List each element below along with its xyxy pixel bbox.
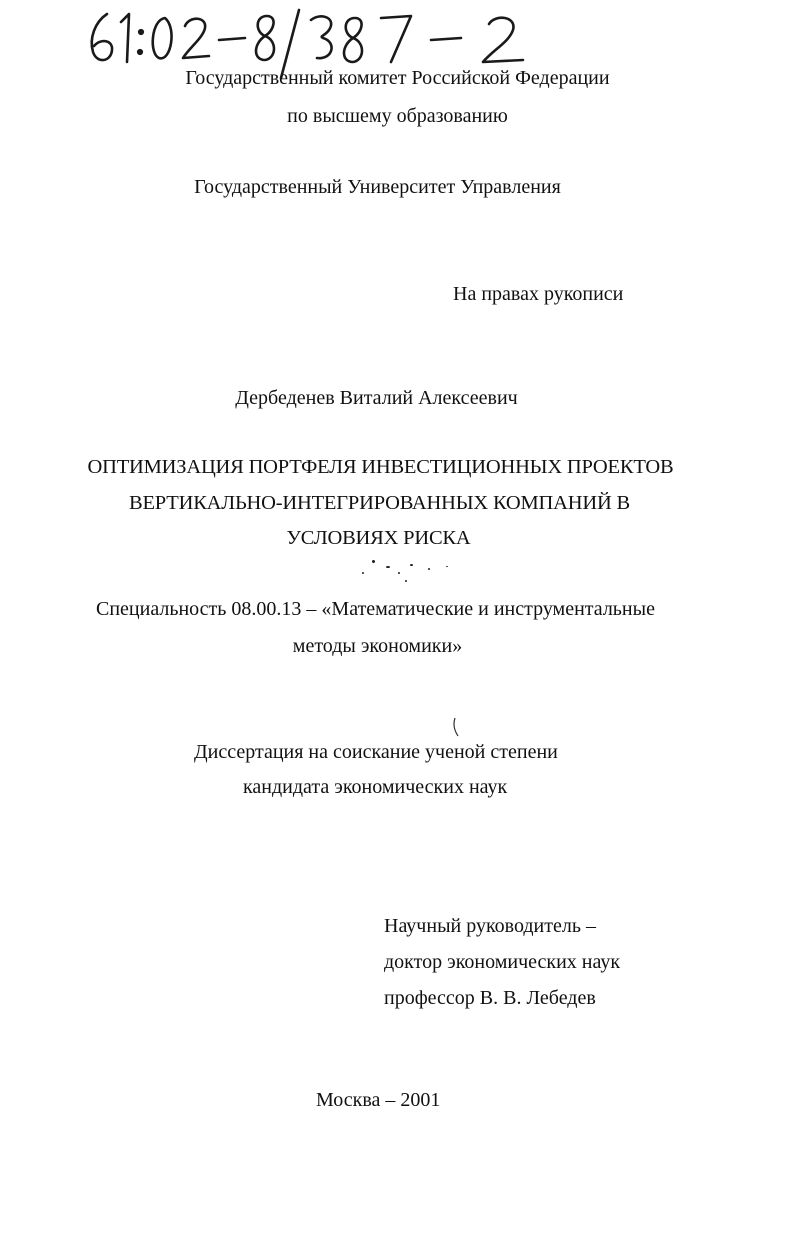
scan-noise	[398, 572, 400, 574]
scan-noise	[386, 566, 390, 568]
author-name: Дербеденев Виталий Алексеевич	[235, 387, 518, 409]
committee-line-2: по высшему образованию	[287, 105, 508, 127]
committee-line-1: Государственный комитет Российской Федерации	[185, 67, 610, 89]
degree-line-2: кандидата экономических наук	[243, 776, 508, 798]
handwritten-archive-code	[85, 8, 545, 70]
degree-line-1: Диссертация на соискание ученой степени	[194, 741, 558, 763]
title-line-1: ОПТИМИЗАЦИЯ ПОРТФЕЛЯ ИНВЕСТИЦИОННЫХ ПРОЕКТОВ	[87, 456, 674, 478]
specialty-line-1: Специальность 08.00.13 – «Математические и инструментальные	[96, 598, 655, 620]
university-name: Государственный Университет Управления	[194, 176, 561, 198]
scan-noise	[372, 560, 375, 563]
title-line-2: ВЕРТИКАЛЬНО-ИНТЕГРИРОВАННЫХ КОМПАНИЙ В	[129, 492, 630, 514]
scan-noise	[428, 568, 430, 570]
scan-noise	[405, 580, 407, 582]
scan-noise	[446, 566, 448, 567]
scan-noise	[362, 572, 364, 574]
supervisor-line-2: доктор экономических наук	[384, 951, 621, 973]
pencil-mark	[452, 716, 462, 740]
scan-noise	[410, 564, 413, 566]
supervisor-line-3: профессор В. В. Лебедев	[384, 987, 596, 1009]
manuscript-note: На правах рукописи	[453, 283, 624, 305]
supervisor-line-1: Научный руководитель –	[384, 915, 596, 937]
specialty-line-2: методы экономики»	[292, 635, 463, 657]
city-year: Москва – 2001	[316, 1089, 441, 1111]
title-line-3: УСЛОВИЯХ РИСКА	[286, 527, 471, 549]
